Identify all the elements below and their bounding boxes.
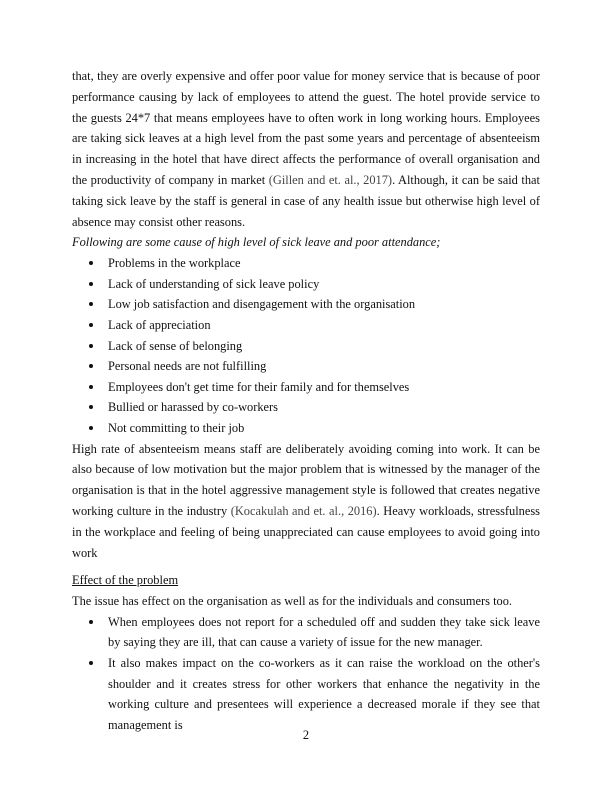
effect-intro: The issue has effect on the organisation as well as for the individuals and consumers too.: [72, 594, 512, 609]
causes-list: [72, 253, 540, 438]
effects-list: [72, 612, 540, 736]
section-heading-effect: Effect of the problem: [72, 573, 179, 588]
list-item: Problems in the workplace: [72, 253, 540, 274]
citation-gillen: (Gillen and et. al., 2017): [268, 172, 393, 187]
paragraph-absenteeism-causes: [72, 439, 540, 564]
list-item: Not committing to their job: [72, 418, 540, 439]
list-item: When employees does not report for a scheduled off and sudden they take sick leave by saying they are ill, that can cause a variety of issue for the new manager.: [72, 612, 540, 653]
list-item: Lack of appreciation: [72, 315, 540, 336]
list-item: Lack of sense of belonging: [72, 336, 540, 357]
paragraph-text: High rate of absenteeism means staff are deliberately avoiding coming into work. It can be also because of low motivation but the major problem that is witnessed by the manager of the organisation is that in the hotel aggressive management style is followed that creates negative working culture in the industry: [72, 441, 540, 518]
list-item: It also makes impact on the co-workers as it can raise the workload on the other's shoulder and it creates stress for other workers that enhance the negativity in the working culture and presentees will experience a decreased morale if they see that management is: [72, 653, 540, 735]
list-item: Bullied or harassed by co-workers: [72, 397, 540, 418]
paragraph-text: . Although, it can be said that taking sick leave by the staff is general in case of any health issue but otherwise high level of absence may consist other reasons.: [72, 172, 540, 229]
paragraph-text: that, they are overly expensive and offer poor value for money service that is because of poor performance causing by lack of employees to attend the guest. The hotel provide service to the guests 24*7 that means employees have to often work in long working hours. Employees are taking sick leaves at a high level from the past some years and percentage of absenteeism in increasing in the hotel that have direct affects the performance of overall organisation and the productivity of company in market: [72, 69, 540, 187]
list-item: Low job satisfaction and disengagement with the organisation: [72, 294, 540, 315]
citation-kocakulah: (Kocakulah and et. al., 2016): [230, 503, 377, 518]
document-page: [72, 66, 540, 735]
list-item: Employees don't get time for their family and for themselves: [72, 377, 540, 398]
paragraph-absenteeism-overview: [72, 66, 540, 232]
page-number: 2: [302, 728, 310, 742]
causes-intro: Following are some cause of high level of sick leave and poor attendance;: [72, 235, 441, 250]
paragraph-text: . Heavy workloads, stressfulness in the workplace and feeling of being unappreciated can cause employees to avoid going into work: [72, 503, 540, 560]
list-item: Lack of understanding of sick leave policy: [72, 274, 540, 295]
list-item: Personal needs are not fulfilling: [72, 356, 540, 377]
